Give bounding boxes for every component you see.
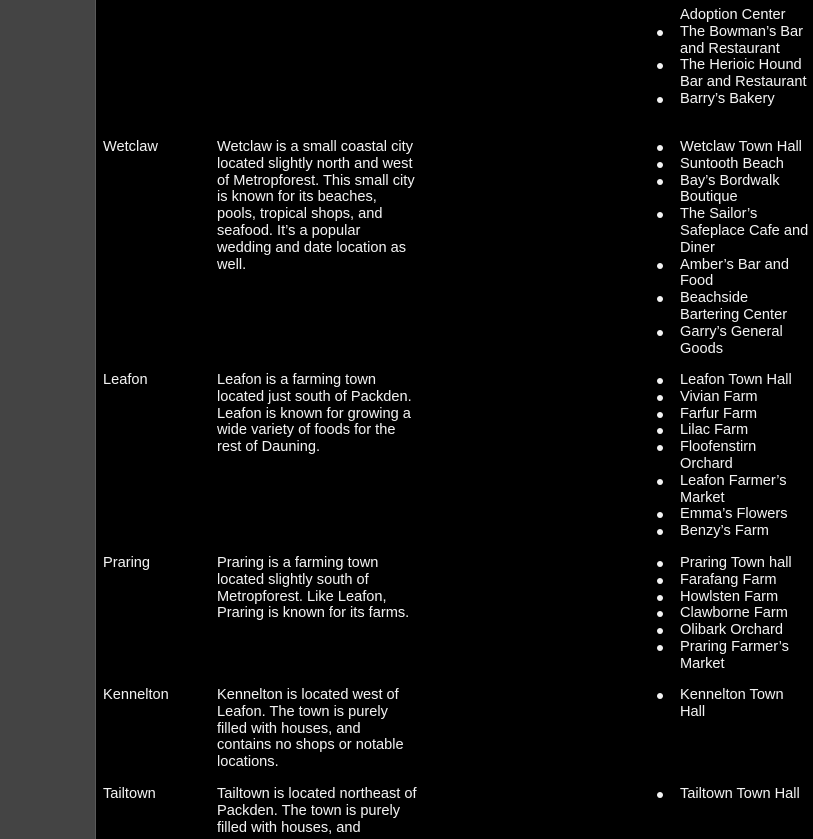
list-item: Clawborne Farm <box>654 605 810 622</box>
list-item: Benzy’s Farm <box>654 523 810 540</box>
list-item: Vivian Farm <box>654 389 810 406</box>
list-item: Emma’s Flowers <box>654 506 810 523</box>
list-item: Lilac Farm <box>654 422 810 439</box>
city-name: Leafon <box>103 372 148 388</box>
list-item: Praring Town hall <box>654 555 810 572</box>
list-item: The Herioic Hound Bar and Restaurant <box>654 57 810 91</box>
towns-table <box>96 0 813 839</box>
city-description: Wetclaw is a small coastal city located slightly north and west of Metropforest. This small city is known for its beaches, pools, tropical shops, and seafood. It’s a popular wedding and date location as well. <box>217 139 415 273</box>
city-description: Praring is a farming town located slightly south of Metropforest. Like Leafon, Praring is known for its farms. <box>217 555 410 622</box>
list-item: Kennelton Town Hall <box>654 687 810 721</box>
places-list <box>654 372 810 540</box>
list-item: Leafon Farmer’s Market <box>654 473 810 507</box>
city-description: Kennelton is located west of Leafon. The town is purely filled with houses, and contains no shops or notable locations. <box>217 687 404 771</box>
list-item: Farfur Farm <box>654 406 810 423</box>
city-name: Kennelton <box>103 687 169 703</box>
list-item: Bay’s Bordwalk Boutique <box>654 173 810 207</box>
list-item: Garry’s General Goods <box>654 324 810 358</box>
list-item: The Bowman’s Bar and Restaurant <box>654 24 810 58</box>
places-list <box>654 786 810 803</box>
list-item: Praring Farmer’s Market <box>654 639 810 673</box>
list-item: Olibark Orchard <box>654 622 810 639</box>
places-list <box>654 555 810 673</box>
list-item: Wetclaw Town Hall <box>654 139 810 156</box>
list-item: Leafon Town Hall <box>654 372 810 389</box>
city-name: Tailtown <box>103 786 156 802</box>
city-description: Leafon is a farming town located just south of Packden. Leafon is known for growing a wide variety of foods for the rest of Dauning. <box>217 372 412 456</box>
list-item: Beachside Bartering Center <box>654 290 810 324</box>
left-margin-bar <box>0 0 96 839</box>
places-list <box>654 7 810 108</box>
list-item: Tailtown Town Hall <box>654 786 810 803</box>
list-item: The Sailor’s Safeplace Cafe and Diner <box>654 206 810 256</box>
list-item: Barry’s Bakery <box>654 91 810 108</box>
list-item: Suntooth Beach <box>654 156 810 173</box>
list-item: Amber’s Bar and Food <box>654 257 810 291</box>
city-description: Tailtown is located northeast of Packden. The town is purely filled with houses, and <box>217 786 417 836</box>
places-list <box>654 139 810 357</box>
list-item: Floofenstirn Orchard <box>654 439 810 473</box>
list-item: Adoption Center <box>680 7 786 23</box>
list-item: Farafang Farm <box>654 572 810 589</box>
list-item: Howlsten Farm <box>654 589 810 606</box>
city-name: Praring <box>103 555 151 571</box>
city-name: Wetclaw <box>103 139 158 155</box>
places-list <box>654 687 810 721</box>
